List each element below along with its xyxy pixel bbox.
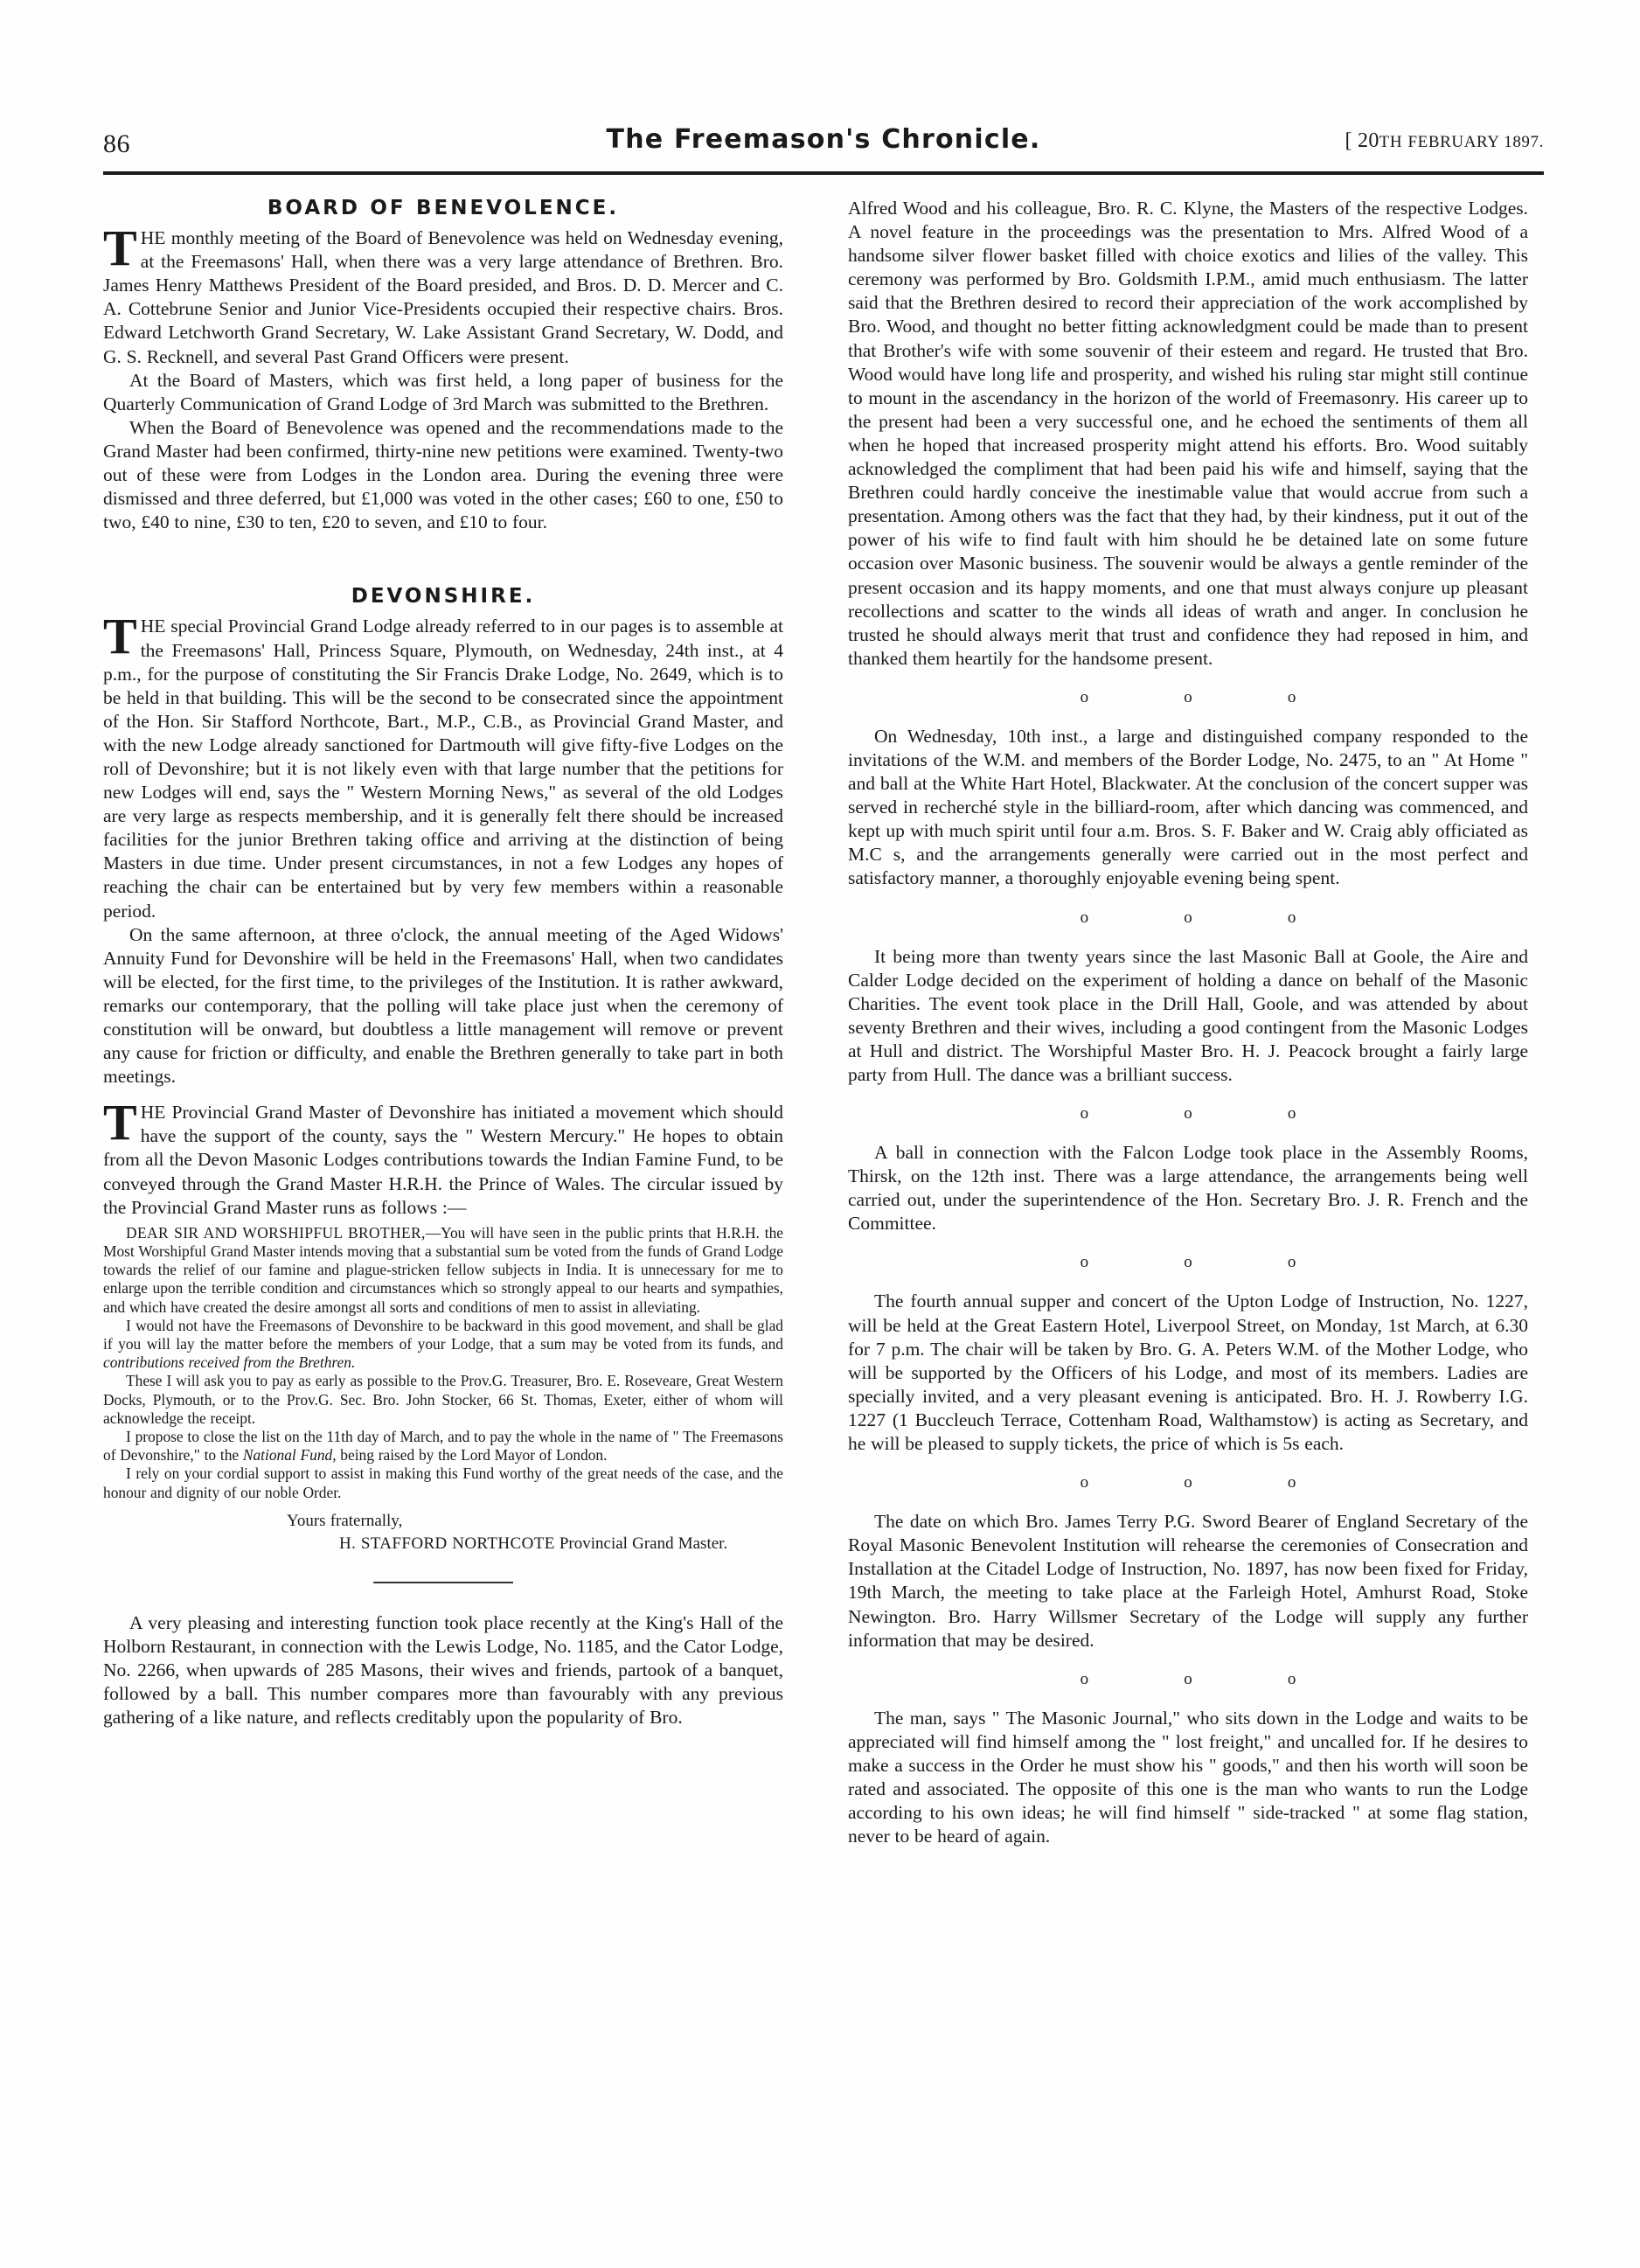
letter-paragraph-text: —You will have seen in the public prints that H.R.H. the Most Worshipful Grand Master intends moving that a substantial sum be voted from the funds of Grand Lodge towards the relief of our famine and plague-stricken fellow subjects in India. It is unnecessary for me to enlarge upon the terrible condition and circumstances which so strongly appeal to our hearts and sympathies, and which have created the desire amongst all sorts and conditions of men to assist in alleviating. — [103, 1223, 783, 1316]
article-paragraph: On the same afternoon, at three o'clock, the annual meeting of the Aged Widows' Annuity Fund for Devonshire will be held in the Freemasons' Hall, when two candidates will be elected, for the first time, to the privileges of the Institution. It is rather awkward, remarks our contemporary, that the polling will take place just when the ceremony of constitution will be onward, but doubtless a little management will remove or prevent any cause for friction or difficulty, and enable the Brethren generally to take part in both meetings. — [103, 923, 783, 1088]
article-paragraph: The date on which Bro. James Terry P.G. Sword Bearer of England Secretary of the Royal Masonic Benevolent Institution will rehearse the ceremonies of Consecration and Installation at the Citadel Lodge of Instruction, No. 1897, has now been fixed for Friday, 19th March, the meeting to take place at the Farleigh Hotel, Amhurst Road, Stoke Newington. Bro. Harry Willsmer Secretary of the Lodge will supply any further information that may be desired. — [848, 1511, 1528, 1651]
signature-name: H. STAFFORD NORTHCOTE — [339, 1534, 555, 1553]
letter-paragraph-text: I would not have the Freemasons of Devonshire to be backward in this good movement, and shall be glad if you will lay the matter before the members of your Lodge, that a sum may be voted from its funds, and — [103, 1316, 783, 1353]
ornament-separator: o o o — [1080, 1473, 1342, 1492]
issue-date-ordinal: TH — [1379, 133, 1403, 151]
letter-paragraph-text: I propose to close the list on the 11th day of March, and to pay the whole in the name of " The Freemasons of Devonshire," to the — [103, 1427, 783, 1464]
paragraph-spacer — [103, 1089, 783, 1101]
article-paragraph: It being more than twenty years since the last Masonic Ball at Goole, the Aire and Calder Lodge decided on the experiment of holding a dance on behalf of the Masonic Charities. The event took place in the Drill Hall, Goole, and was attended by about seventy Brethren and their wives, including a good contingent from the Masonic Lodges at Hull and district. The Worshipful Master Bro. H. J. Peacock brought a fairly large party from Hull. The dance was a brilliant success. — [848, 945, 1528, 1085]
article-paragraph: The man, says " The Masonic Journal," who sits down in the Lodge and waits to be appreciated will find himself among the " lost freight," and uncalled for. If he desires to make a success in the Order he must show his " goods," and then his worth will soon be rated and associated. The opposite of this one is the man who wants to run the Lodge according to his own ideas; he will find himself " side-tracked " at some flag station, never to be heard of again. — [848, 1707, 1528, 1847]
letter-paragraph: These I will ask you to pay as early as possible to the Prov.G. Treasurer, Bro. E. Roseveare, Great Western Docks, Plymouth, or to the Prov.G. Sec. Bro. John Stocker, 66 St. Thomas, Exeter, either of whom will acknowledge the receipt. — [103, 1372, 783, 1427]
masthead-rule — [103, 171, 1544, 175]
publication-title: The Freemason's Chronicle. — [606, 124, 1041, 155]
article-paragraph — [103, 1094, 783, 1219]
article-paragraph: A ball in connection with the Falcon Lodge took place in the Assembly Rooms, Thirsk, on the 12th inst. There was a large attendance, the arrangements being well carried out, under the superintendence of the Hon. Secretary Bro. J. R. French and the Committee. — [848, 1142, 1528, 1235]
ornament-separator: o o o — [1080, 687, 1342, 706]
ornament-separator: o o o — [1080, 908, 1342, 927]
letter-paragraph — [103, 1224, 783, 1317]
paragraph-text: HE special Provincial Grand Lodge already referred to in our pages is to assemble at the Freemasons' Hall, Princess Square, Plymouth, on Wednesday, 24th inst., at 4 p.m., for the purpose of constituting the Sir Francis Drake Lodge, No. 2649, which is to be held in that building. This will be the second to be consecrated since the appointment of the Hon. Sir Stafford Northcote, Bart., M.P., C.B., as Provincial Grand Master, and with the new Lodge already sanctioned for Dartmouth will give fifty-five Lodges on the roll of Devonshire; but it is not likely even with that large number that the petitions for new Lodges will end, says the " Western Morning News," as several of the old Lodges are very large as respects membership, and it is generally felt there should be increased facilities for the junior Brethren taking office and arriving at the distinction of being Masters in due time. Under present circumstances, in not a few Lodges any hopes of reaching the chair can be entertained but by very few members within a reasonable period. — [103, 616, 783, 922]
letter-signoff — [103, 1510, 783, 1555]
letter-signature — [103, 1533, 783, 1555]
letter-salutation: DEAR SIR AND WORSHIPFUL BROTHER, — [126, 1223, 426, 1242]
letter-paragraph: I rely on your cordial support to assist in making this Fund worthy of the great needs of the case, and the honour and dignity of our noble Order. — [103, 1464, 783, 1501]
page-number: 86 — [103, 129, 130, 158]
right-column — [848, 197, 1528, 1848]
letter-paragraph — [103, 1428, 783, 1464]
article-paragraph: The fourth annual supper and concert of the Upton Lodge of Instruction, No. 1227, will be held at the Great Eastern Hotel, Liverpool Street, on Monday, 1st March, at 6.30 for 7 p.m. The chair will be taken by Bro. G. A. Peters W.M. of the Mother Lodge, who will be supported by the Officers of his Lodge, and most of its members. Ladies are specially invited, and a very pleasant evening is anticipated. Bro. H. J. Rowberry I.G. 1227 (1 Buccleuch Terrace, Cottenham Road, Walthamstow) is acting as Secretary, and he will be pleased to supply tickets, the price of which is 5s each. — [848, 1291, 1528, 1455]
paragraph-text: HE Provincial Grand Master of Devonshire has initiated a movement which should have the support of the county, says the " Western Mercury." He hopes to obtain from all the Devon Masonic Lodges contributions towards the Indian Famine Fund, to be conveyed through the Grand Master H.R.H. the Prince of Wales. The circular issued by the Provincial Grand Master runs as follows :— — [103, 1102, 783, 1218]
ornament-separator: o o o — [1080, 1104, 1342, 1124]
issue-date-rest: FEBRUARY 1897. — [1407, 133, 1544, 151]
ornament-separator: o o o — [1080, 1669, 1342, 1688]
section-heading-board-of-benevolence: BOARD OF BENEVOLENCE. — [267, 197, 620, 219]
letter-italic-phrase: contributions received from the Brethren. — [103, 1353, 356, 1372]
ornament-separator: o o o — [1080, 1253, 1342, 1272]
drop-cap: T — [103, 608, 137, 665]
article-paragraph: Alfred Wood and his colleague, Bro. R. C. Klyne, the Masters of the respective Lodges. A novel feature in the proceedings was the presentation to Mrs. Alfred Wood of a handsome silver flower basket filled with choice exotics and lilies of the valley. This ceremony was performed by Bro. Goldsmith I.P.M., amid much enthusiasm. The latter said that the Brethren desired to record their appreciation of the work accomplished by Bro. Wood, and thought no better fitting acknowledgment could be made than to present that Brother's wife with some souvenir of their esteem and regard. He trusted that Bro. Wood would have long life and prosperity, and wished his ruling star might still continue to mount in the ascendancy in the horizon of the world of Freemasonry. His career up to the present had been a very successful one, and he echoed the sentiments of them all when he hoped that increased prosperity might attend his efforts. Bro. Wood suitably acknowledged the compliment that had been paid his wife and himself, saying that the Brethren could hardly conceive the inestimable value that would accrue from such a presentation. Among others was the fact that they had, by their kindness, put it out of the power of his wife to find fault with him should he be detained late on some future occasion over Masonic business. The souvenir would be always a gentle reminder of the present occasion and its happy moments, and one that must always conjure up pleasant recollections and scatter to the winds all ideas of wrath and anger. In conclusion he trusted he should always merit that trust and confidence they had reposed in him, and thanked them heartily for the handsome present. — [848, 198, 1528, 669]
section-heading-devonshire: DEVONSHIRE. — [351, 585, 536, 609]
article-paragraph — [103, 219, 783, 369]
article-paragraph: At the Board of Masters, which was first held, a long paper of business for the Quarterly Communication of Grand Lodge of 3rd March was submitted to the Brethren. — [103, 369, 783, 414]
article-paragraph: On Wednesday, 10th inst., a large and distinguished company responded to the invitations of the W.M. and members of the Border Lodge, No. 2475, to an " At Home " and ball at the White Hart Hotel, Blackwater. At the conclusion of the concert supper was served in recherché style in the billiard-room, after which dancing was commenced, and kept up with much spirit until four a.m. Bros. S. F. Baker and W. Craig ably officiated as M.C s, and the arrangements generally were carried out in the most perfect and satisfactory manner, a thoroughly enjoyable evening being spent. — [848, 725, 1528, 889]
letter-paragraph-text-2: being raised by the Lord Mayor of London. — [336, 1446, 608, 1464]
letter-closing: Yours fraternally, — [287, 1511, 403, 1530]
article-paragraph — [103, 608, 783, 922]
article-paragraph: A very pleasing and interesting function took place recently at the King's Hall of the Holborn Restaurant, in connection with the Lewis Lodge, No. 1185, and the Cator Lodge, No. 2266, when upwards of 285 Masons, their wives and friends, partook of a banquet, followed by a ball. This number compares more than favourably with any previous gathering of a like nature, and reflects creditably upon the popularity of Bro. — [103, 1611, 783, 1729]
drop-cap: T — [103, 1094, 137, 1151]
circular-letter — [103, 1224, 783, 1555]
paragraph-text: HE monthly meeting of the Board of Benevolence was held on Wednesday evening, at the Freemasons' Hall, when there was a very large attendance of Brethren. Bro. James Henry Matthews President of the Board presided, and Bros. D. D. Mercer and C. A. Cottebrune Senior and Junior Vice-Presidents occupied their respective chairs. Bros. Edward Letchworth Grand Secretary, W. Lake Assistant Grand Secretary, W. Dodd, and G. S. Recknell, and several Past Grand Officers were present. — [103, 227, 783, 367]
issue-date-prefix: [ 20 — [1345, 129, 1379, 152]
section-divider-rule — [373, 1582, 513, 1583]
left-column — [103, 197, 783, 1729]
letter-italic-phrase: National Fund, — [242, 1446, 337, 1464]
drop-cap: T — [103, 219, 137, 277]
signature-title: Provincial Grand Master. — [554, 1534, 728, 1553]
letter-paragraph — [103, 1317, 783, 1373]
article-paragraph: When the Board of Benevolence was opened and the recommendations made to the Grand Master had been confirmed, thirty-nine new petitions were examined. Twenty-two out of these were from Lodges in the London area. During the evening three were dismissed and three deferred, but £1,000 was voted in the other cases; £60 to one, £50 to two, £40 to nine, £30 to ten, £20 to seven, and £10 to four. — [103, 416, 783, 533]
issue-date — [1345, 129, 1544, 153]
masthead — [103, 122, 1544, 171]
